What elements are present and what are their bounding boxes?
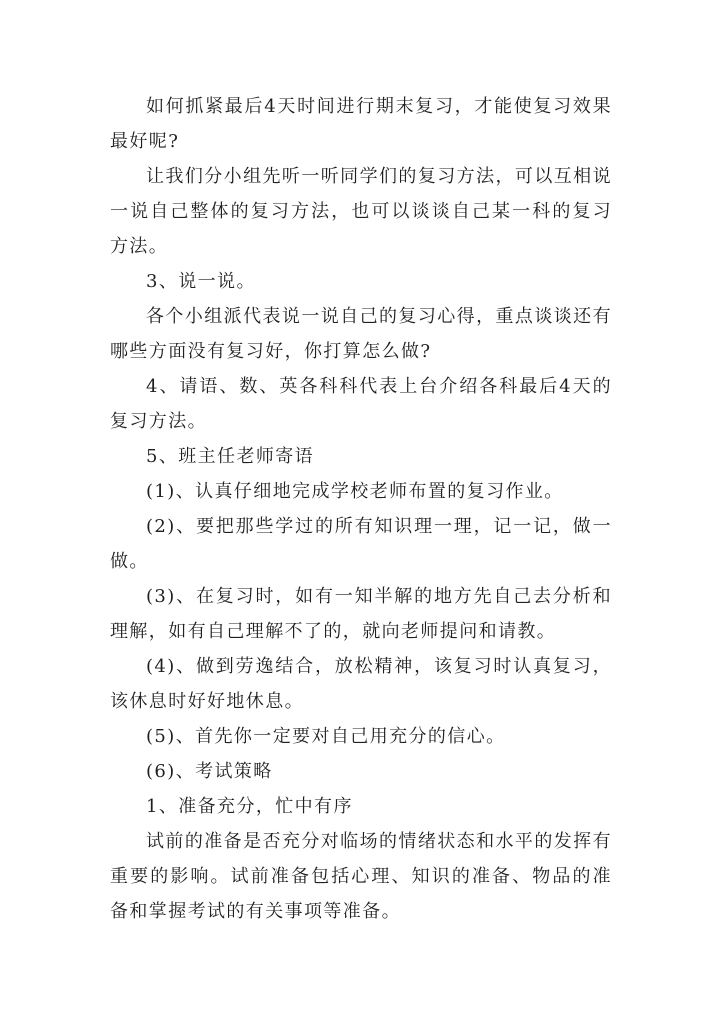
list-item-4: (4)、做到劳逸结合，放松精神，该复习时认真复习，该休息时好好地休息。 (110, 656, 612, 712)
list-item-3: (3)、在复习时，如有一知半解的地方先自己去分析和理解，如有自己理解不了的，就向老师提问和请教。 (110, 586, 612, 642)
section-heading-preparation: 1、准备充分，忙中有序 (146, 796, 353, 817)
paragraph-group-report: 各个小组派代表说一说自己的复习心得，重点谈谈还有哪些方面没有复习好，你打算怎么做? (110, 306, 612, 362)
paragraph-preparation: 试前的准备是否充分对临场的情绪状态和水平的发挥有重要的影响。试前准备包括心理、知识的准备、物品的准备和掌握考试的有关事项等准备。 (110, 831, 612, 922)
heading-step-5: 5、班主任老师寄语 (146, 446, 315, 467)
list-item-6: (6)、考试策略 (146, 761, 273, 782)
list-item-1: (1)、认真仔细地完成学校老师布置的复习作业。 (146, 481, 564, 502)
heading-step-3: 3、说一说。 (146, 271, 256, 292)
paragraph-review-question: 如何抓紧最后4天时间进行期末复习，才能使复习效果最好呢? (110, 96, 612, 152)
list-item-5: (5)、首先你一定要对自己用充分的信心。 (146, 726, 506, 747)
paragraph-group-discussion: 让我们分小组先听一听同学们的复习方法，可以互相说一说自己整体的复习方法，也可以谈谈自己某一科的复习方法。 (110, 166, 612, 257)
list-item-2: (2)、要把那些学过的所有知识理一理，记一记，做一做。 (110, 516, 612, 572)
document-body (110, 89, 612, 929)
paragraph-step-4: 4、请语、数、英各科科代表上台介绍各科最后4天的复习方法。 (110, 376, 612, 432)
